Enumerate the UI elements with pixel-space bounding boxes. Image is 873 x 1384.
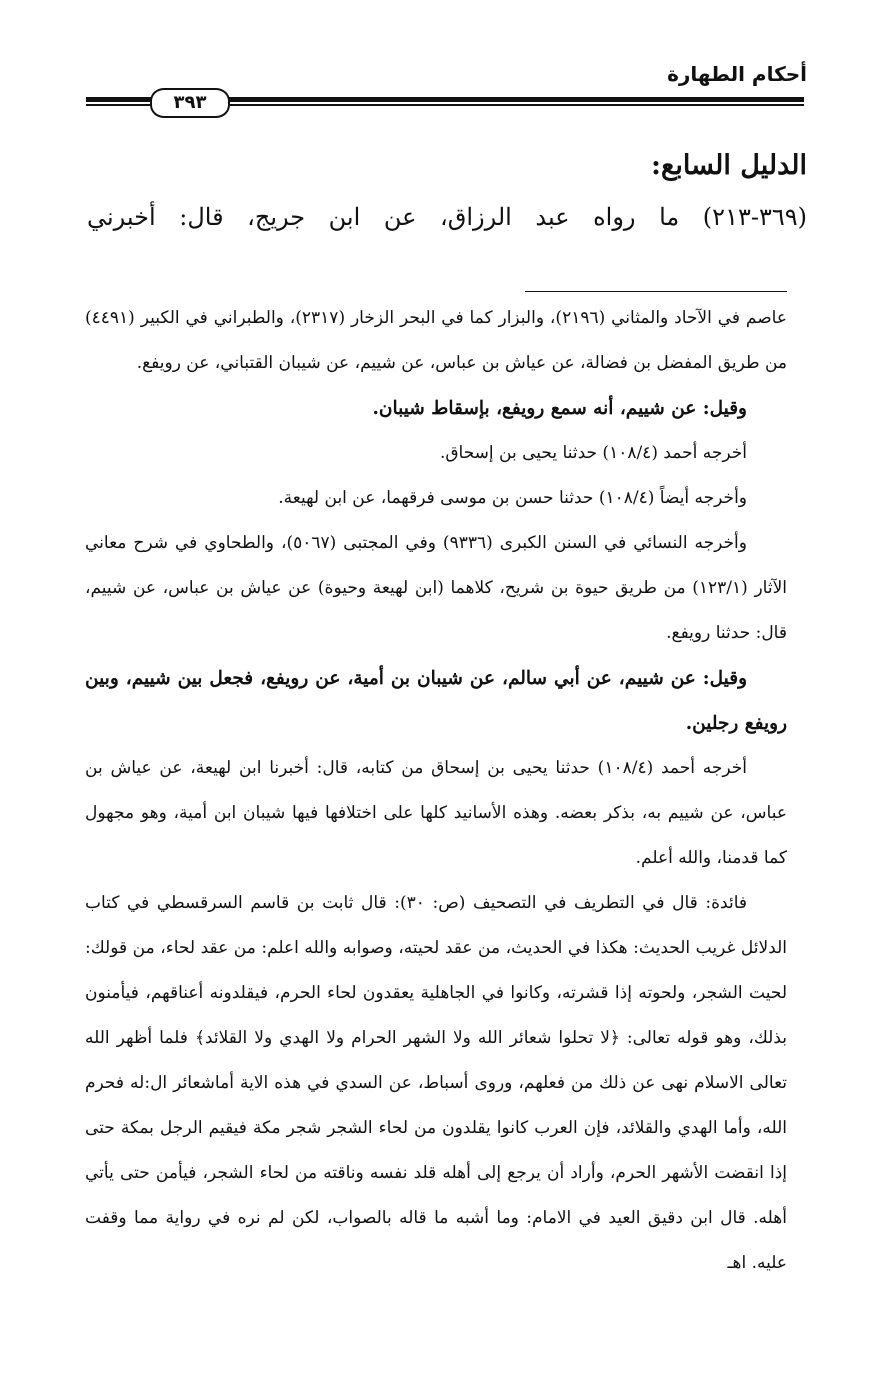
- footnote-benefit-paragraph: فائدة: قال في التطريف في التصحيف (ص: ٣٠): قال ثابت بن قاسم السرقسطي في كتاب الدلائل غريب الحديث: هكذا في الحديث، من عقد لحيته، وصوابه والله اعلم: من عقد لحاء، من قولك: لحيت الشجر، ولحوته إذا قشرته، وكانوا في الجاهلية يعقدون لحاء الحرم، فيقلدونه أعناقهم، فيأمنون بذلك، وهو قوله تعالى: ﴿لا تحلوا شعائر الله ولا الشهر الحرام ولا الهدي ولا القلائد﴾ فلما أظهر الله تعالى الاسلام نهى عن ذلك من فعلهم، وروى أسباط، عن السدي في هذه الاية أماشعائر ال:له فحرم الله، وأما الهدي والقلائد، فإن العرب كانوا يقلدون من لحاء الشجر شجر مكة فيقيم الرجل بمكة حتى إذا انقضت الأشهر الحرم، وأراد أن يرجع إلى أهله قلد نفسه وناقته من لحاء الشجر، فيأمن حتى يأتي أهله. قال ابن دقيق العيد في الامام: وما أشبه ما قاله بالصواب، لكن لم نره في رواية مما وقفت عليه. اهـ: [85, 893, 787, 1273]
- footnotes: [85, 296, 787, 1286]
- footnote-paragraph: وأخرجه النسائي في السنن الكبرى (٩٣٣٦) وفي المجتبى (٥٠٦٧)، والطحاوي في شرح معاني الآثار (١٢٣/١) من طريق حيوة بن شريح، كلاهما (ابن لهيعة وحيوة) عن عياش بن عباس، عن شييم، قال: حدثنا رويفع.: [85, 533, 787, 643]
- section-heading: الدليل السابع:: [650, 150, 807, 181]
- footnote-variant-heading: وقيل: عن شييم، عن أبي سالم، عن شيبان بن أمية، عن رويفع، فجعل بين شييم، وبين رويفع رجلين.: [85, 668, 787, 734]
- page-number: ٣٩٣: [150, 88, 230, 118]
- footnote-separator: [525, 291, 787, 292]
- footnote-paragraph: وأخرجه أيضاً (١٠٨/٤) حدثنا حسن بن موسى فرقهما، عن ابن لهيعة.: [278, 488, 747, 508]
- main-text-line: (٣٦٩-٢١٣) ما رواه عبد الرزاق، عن ابن جريج، قال: أخبرني: [87, 203, 807, 231]
- footnote-paragraph: أخرجه أحمد (١٠٨/٤) حدثنا يحيى بن إسحاق.: [439, 443, 747, 463]
- running-title: أحكام الطهارة: [667, 62, 807, 86]
- footnote-variant-heading: وقيل: عن شييم، أنه سمع رويفع، بإسقاط شيبان.: [372, 398, 747, 419]
- footnote-paragraph: أخرجه أحمد (١٠٨/٤) حدثنا يحيى بن إسحاق من كتابه، قال: أخبرنا ابن لهيعة، عن عياش بن عباس، عن شييم به، بذكر بعضه. وهذه الأسانيد كلها على اختلافها فيها شيبان ابن أمية، وهو مجهول كما قدمنا، والله أعلم.: [85, 758, 787, 868]
- footnote-paragraph: عاصم في الآحاد والمثاني (٢١٩٦)، والبزار كما في البحر الزخار (٢٣١٧)، والطبراني في الكبير (٤٤٩١) من طريق المفضل بن فضالة، عن عياش بن عباس، عن شييم، عن شيبان القتباني، عن رويفع.: [85, 308, 787, 373]
